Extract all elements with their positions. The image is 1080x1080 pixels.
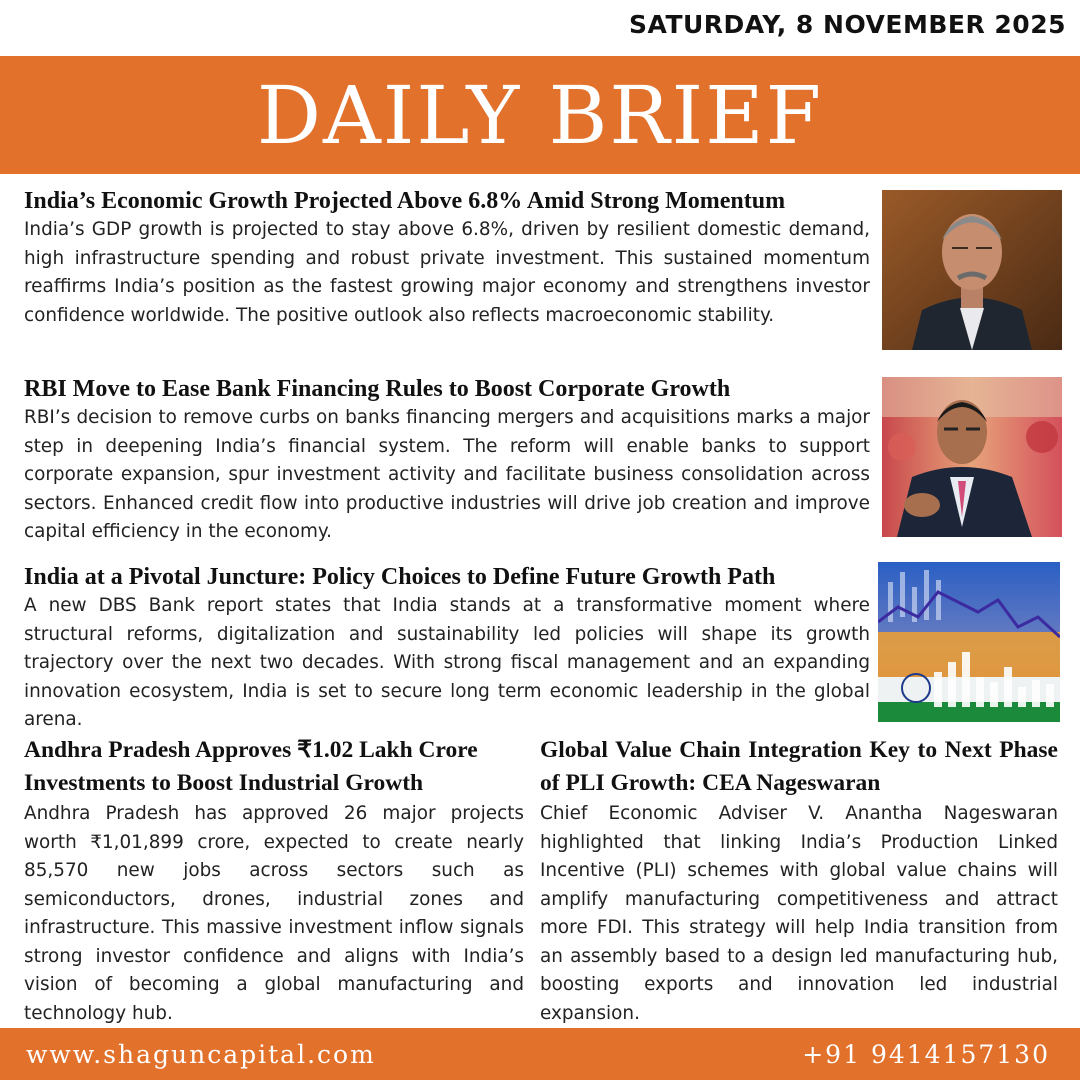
article-headline: India at a Pivotal Juncture: Policy Choices to Define Future Growth Path — [24, 564, 776, 590]
page-title: DAILY BRIEF — [256, 68, 824, 162]
india-growth-chart-photo — [878, 562, 1060, 722]
phone-number[interactable]: +91 9414157130 — [802, 1039, 1050, 1069]
article-rbi-financing — [24, 374, 870, 547]
article-global-value-chain — [540, 734, 1058, 1028]
article-body: India’s GDP growth is projected to stay above 6.8%, driven by resilient domestic demand, high infrastructure spending and robust private investment. This sustained momentum reaffirms India’s position as the fastest growing major economy and strengthens investor confidence worldwide. The positive outlook also reflects macroeconomic stability. — [24, 219, 870, 326]
article-pivotal-juncture — [24, 562, 870, 735]
article-body: RBI’s decision to remove curbs on banks financing mergers and acquisitions marks a major step in deepening India’s financial system. The reform will enable banks to support corporate expansion, spur investment activity and facilitate business consolidation across sectors. Enhanced credit flow into productive industries will drive job creation and improve capital efficiency in the economy. — [24, 407, 870, 542]
article-headline: India’s Economic Growth Projected Above 6.8% Amid Strong Momentum — [24, 188, 786, 214]
article-headline: Andhra Pradesh Approves ₹1.02 Lakh Crore Investments to Boost Industrial Growth — [24, 737, 478, 796]
article-andhra-pradesh — [24, 734, 524, 1028]
title-banner — [0, 56, 1080, 174]
website-link[interactable]: www.shaguncapital.com — [26, 1039, 376, 1069]
article-headline: Global Value Chain Integration Key to Next Phase of PLI Growth: CEA Nageswaran — [540, 737, 1058, 796]
article-headline: RBI Move to Ease Bank Financing Rules to Boost Corporate Growth — [24, 376, 731, 402]
article-body: Andhra Pradesh has approved 26 major projects worth ₹1,01,899 crore, expected to create nearly 85,570 new jobs across sectors such as semiconductors, drones, industrial zones and infrastructure. This massive investment inflow signals strong investor confidence and aligns with India’s vision of becoming a global manufacturing and technology hub. — [24, 803, 524, 1024]
article-body: A new DBS Bank report states that India stands at a transformative moment where structural reforms, digitalization and sustainability led policies will shape its growth trajectory over the next two decades. With strong fiscal management and an expanding innovation ecosystem, India is set to secure long term economic leadership in the global arena. — [24, 595, 870, 730]
article-gdp-growth — [24, 186, 870, 330]
date-line: SATURDAY, 8 NOVEMBER 2025 — [629, 10, 1066, 39]
footer-bar — [0, 1028, 1080, 1080]
official-portrait-photo — [882, 190, 1062, 350]
article-body: Chief Economic Adviser V. Anantha Nageswaran highlighted that linking India’s Production Linked Incentive (PLI) schemes with global value chains will amplify manufacturing competitiveness and attract more FDI. This strategy will help India transition from an assembly based to a design led manufacturing hub, boosting exports and innovation led industrial expansion. — [540, 803, 1058, 1024]
rbi-speaker-photo — [882, 377, 1062, 537]
